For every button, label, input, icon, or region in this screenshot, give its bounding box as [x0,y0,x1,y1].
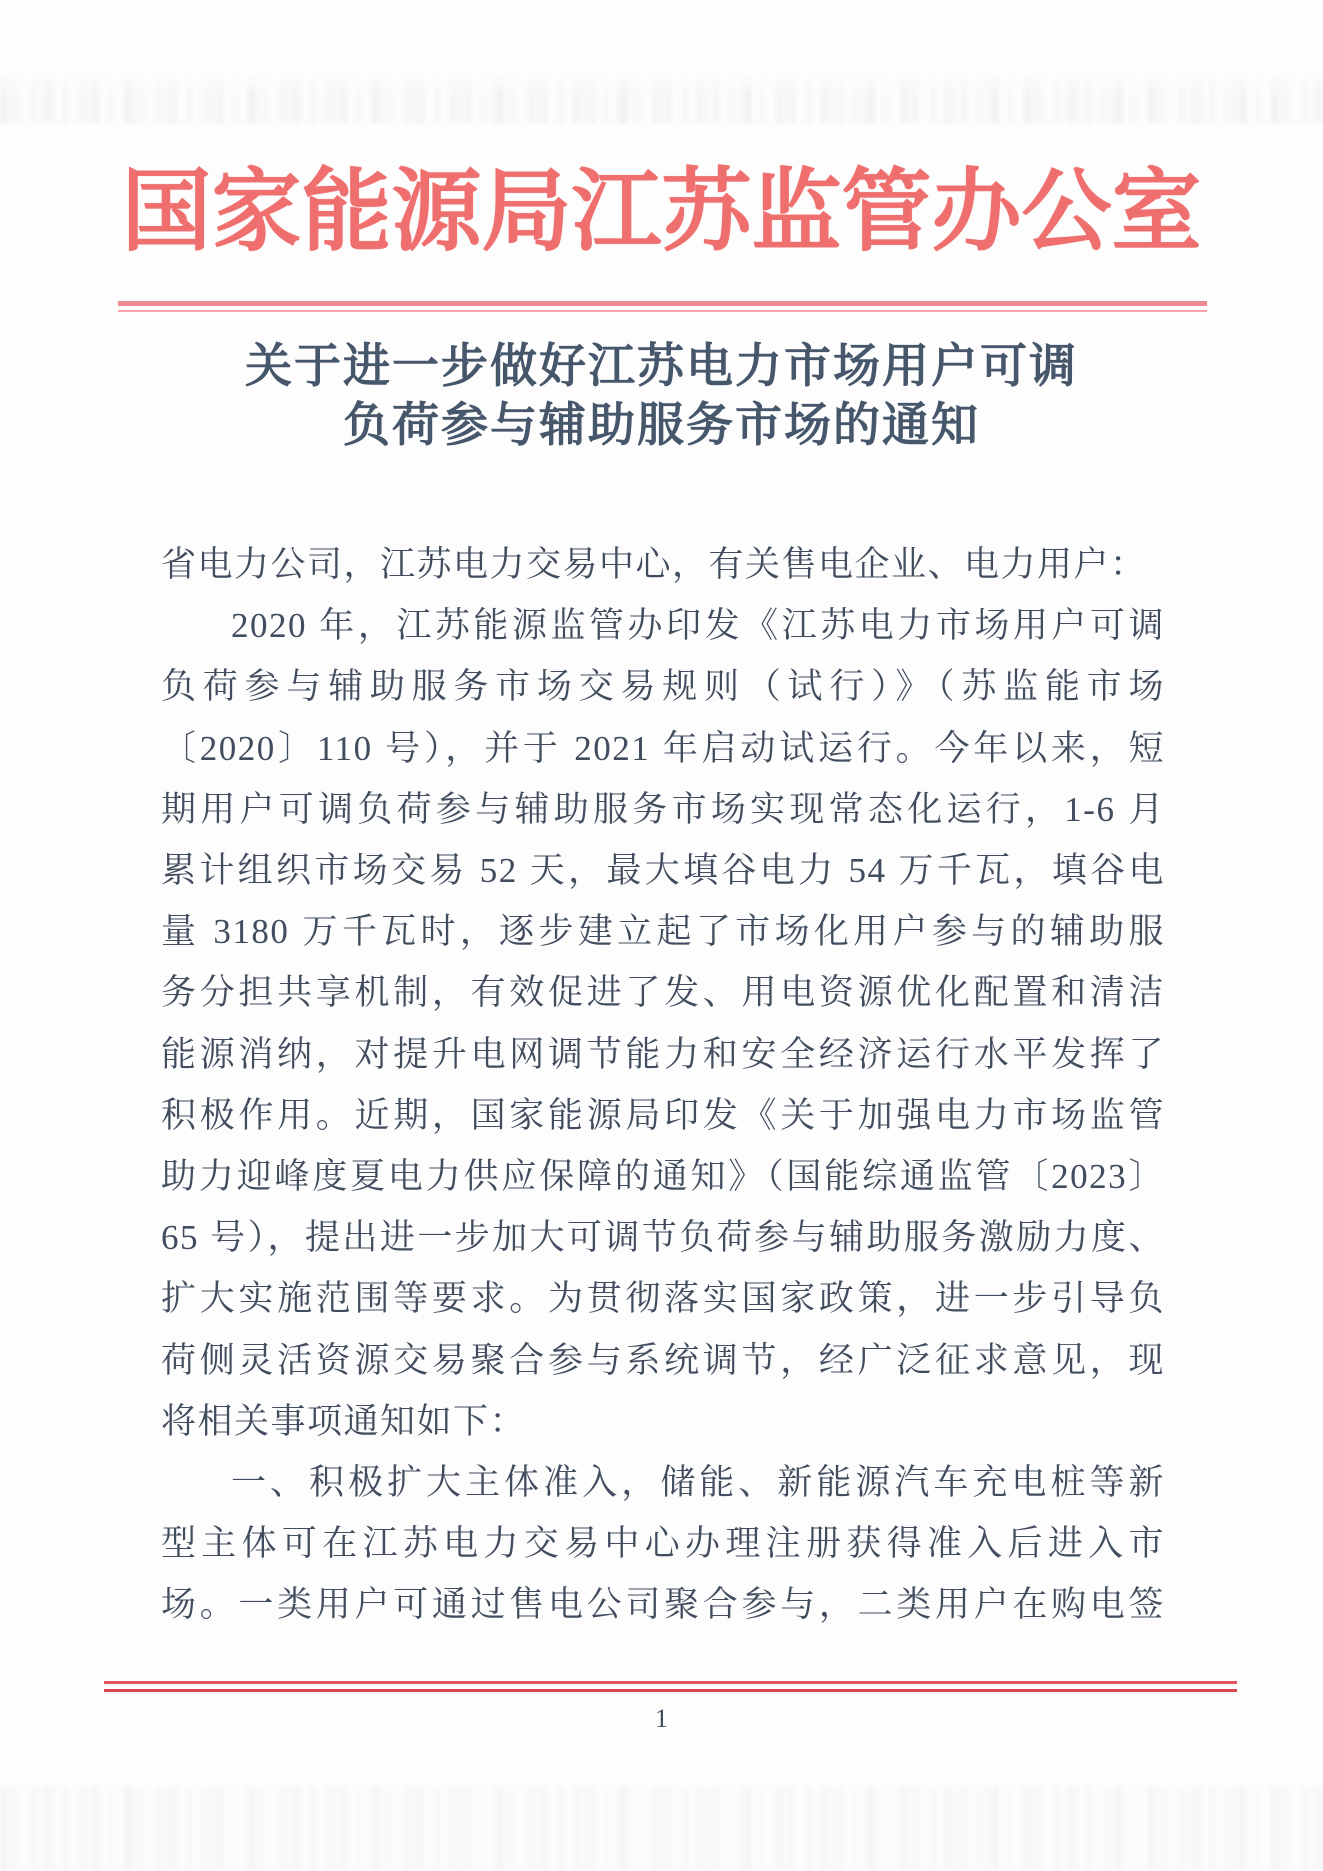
body-line: 扩大实施范围等要求。为贯彻落实国家政策，进一步引导负 [161,1279,1165,1319]
document-title [0,338,1323,456]
body-line: 期用户可调负荷参与辅助服务市场实现常态化运行，1-6 月 [161,789,1165,829]
body-line: 荷侧灵活资源交易聚合参与系统调节，经广泛征求意见，现 [161,1340,1165,1380]
body-line: 能源消纳，对提升电网调节能力和安全经济运行水平发挥了 [161,1034,1165,1074]
body-line: 〔2020〕110 号），并于 2021 年启动试运行。今年以来，短 [161,728,1165,768]
body-line: 省电力公司，江苏电力交易中心，有关售电企业、电力用户： [161,545,1147,584]
scan-bleed-artifact-bottom [0,1786,1323,1871]
body-line: 65 号），提出进一步加大可调节负荷参与辅助服务激励力度、 [161,1218,1165,1258]
document-body [161,534,1165,1636]
body-line: 场。一类用户可通过售电公司聚合参与，二类用户在购电签 [161,1585,1165,1625]
page-number: 1 [655,1704,668,1733]
footer-divider-thin-line [104,1681,1237,1684]
footer-divider [104,1681,1237,1692]
letterhead-divider-thick-line [118,301,1207,306]
letterhead-divider-thin-line [118,310,1207,312]
letterhead-divider [118,301,1207,312]
body-line: 务分担共享机制，有效促进了发、用电资源优化配置和清洁 [161,973,1165,1013]
body-line: 2020 年，江苏能源监管办印发《江苏电力市场用户可调 [231,606,1165,646]
body-line: 将相关事项通知如下： [161,1401,527,1441]
body-line: 负荷参与辅助服务市场交易规则（试行）》（苏监能市场 [161,667,1165,707]
document-title-line1: 关于进一步做好江苏电力市场用户可调 [245,341,1078,393]
body-line: 型主体可在江苏电力交易中心办理注册获得准入后进入市 [161,1524,1165,1564]
body-line: 一、积极扩大主体准入，储能、新能源汽车充电桩等新 [231,1463,1165,1503]
body-line: 累计组织市场交易 52 天，最大填谷电力 54 万千瓦，填谷电 [161,851,1165,891]
body-line: 助力迎峰度夏电力供应保障的通知》（国能综通监管〔2023〕 [161,1157,1165,1197]
body-line: 量 3180 万千瓦时，逐步建立起了市场化用户参与的辅助服 [161,912,1165,952]
letterhead-office-name: 国家能源局江苏监管办公室 [121,163,1202,262]
footer-divider-thick-line [104,1689,1237,1693]
document-title-line2: 负荷参与辅助服务市场的通知 [343,400,980,452]
scan-bleed-artifact-top [0,72,1323,124]
body-line: 积极作用。近期，国家能源局印发《关于加强电力市场监管 [161,1095,1165,1135]
